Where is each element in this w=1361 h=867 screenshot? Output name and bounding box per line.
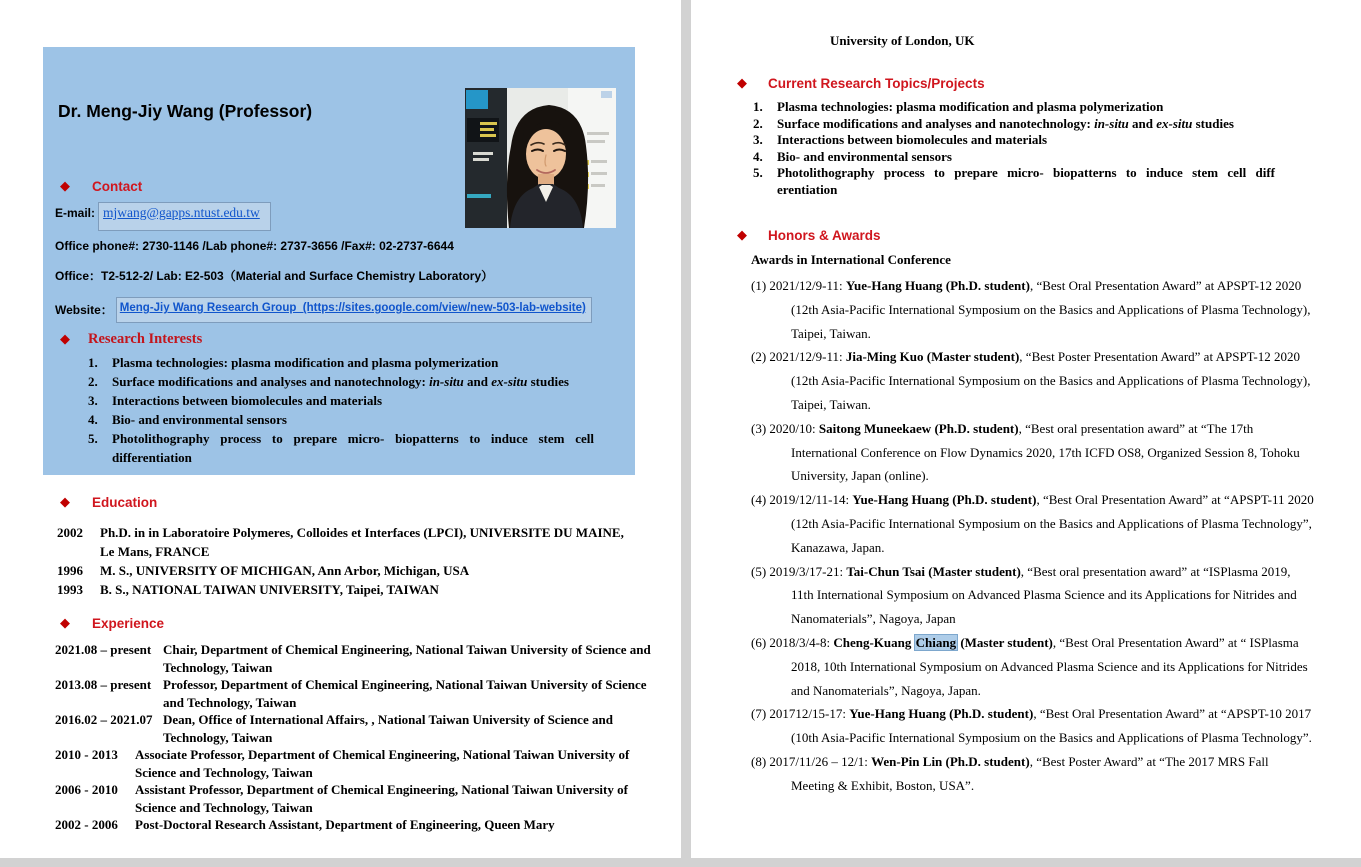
diamond-bullet-icon: ◆ bbox=[60, 332, 70, 347]
award-item bbox=[751, 631, 1315, 702]
research-topic-item: 5. Photolithography process to prepare micro- biopatterns to induce stem cell diff erentiation bbox=[753, 165, 1275, 197]
award-item bbox=[751, 417, 1315, 488]
office-line: Office：T2-512-2/ Lab: E2-503（Material and Surface Chemistry Laboratory） bbox=[55, 269, 494, 283]
experience-desc: Dean, Office of International Affairs, , National Taiwan University of Science and Technology, Taiwan bbox=[163, 712, 613, 745]
education-heading-label: Education bbox=[92, 495, 158, 510]
website-highlight-field bbox=[116, 297, 592, 323]
email-highlight-field bbox=[98, 202, 271, 231]
award-recipient: Saitong Muneekaew (Ph.D. student) bbox=[818, 420, 1019, 436]
award-item bbox=[751, 702, 1315, 750]
research-interest-item: 4. Bio- and environmental sensors bbox=[88, 412, 287, 427]
education-entry bbox=[57, 523, 635, 561]
experience-period: 2013.08 – present bbox=[55, 677, 152, 692]
current-research-label: Current Research Topics/Projects bbox=[768, 76, 985, 91]
award-recipient: Wen-Pin Lin (Ph.D. student) bbox=[871, 753, 1030, 769]
website-link[interactable]: Meng-Jiy Wang Research Group (https://sites.google.com/view/new-503-lab-website) bbox=[119, 302, 586, 314]
award-index-date: (5) 2019/3/17-21: bbox=[751, 563, 847, 579]
award-index-date: (2) 2021/12/9-11: bbox=[751, 349, 846, 365]
email-row bbox=[55, 202, 271, 231]
award-recipient: Yue-Hang Huang (Ph.D. student) bbox=[852, 492, 1037, 508]
award-detail: , “Best Oral Presentation Award” at “APSPT-10 2017 (10th Asia-Pacific International Symposium on the Basics and Applications of Plasma Technology”. bbox=[791, 706, 1312, 746]
page-title: Dr. Meng-Jiy Wang (Professor) bbox=[58, 101, 313, 121]
experience-period: 2016.02 – 2021.07 bbox=[55, 712, 153, 727]
award-item bbox=[751, 750, 1315, 798]
education-desc: M. S., UNIVERSITY OF MICHIGAN, Ann Arbor, Michigan, USA bbox=[100, 563, 470, 578]
award-index-date: (8) 2017/11/26 – 12/1: bbox=[751, 753, 872, 769]
award-detail: , “Best oral presentation award” at “The 17th International Conference on Flow Dynamics 2020, 17th ICFD OS8, Organized Session 8, Tohoku University, Japan (online). bbox=[791, 420, 1300, 484]
research-interest-item: 5. Photolithography process to prepare micro- biopatterns to induce stem cell differentiation bbox=[88, 431, 594, 465]
experience-period: 2006 - 2010 bbox=[55, 782, 118, 797]
contact-heading-label: Contact bbox=[92, 179, 143, 194]
experience-entry bbox=[55, 676, 661, 711]
award-item bbox=[751, 345, 1315, 416]
education-entry bbox=[57, 561, 635, 580]
awards-list bbox=[751, 274, 1315, 798]
experience-period: 2010 - 2013 bbox=[55, 747, 118, 762]
award-index-date: (6) 2018/3/4-8: bbox=[751, 634, 834, 650]
education-desc: B. S., NATIONAL TAIWAN UNIVERSITY, Taipei, TAIWAN bbox=[100, 582, 439, 597]
diamond-bullet-icon: ◆ bbox=[737, 76, 747, 91]
search-highlight: Chiang bbox=[915, 634, 957, 650]
award-recipient: Yue-Hang Huang (Ph.D. student) bbox=[849, 706, 1034, 722]
education-year: 2002 bbox=[57, 525, 83, 540]
diamond-bullet-icon: ◆ bbox=[60, 179, 70, 194]
experience-period: 2021.08 – present bbox=[55, 642, 152, 657]
award-detail: , “Best Oral Presentation Award” at “ ISPlasma 2018, 10th International Symposium on Advanced Plasma Science and its Applications for Nitrides and Nanomaterials”, Nagoya, Japan. bbox=[791, 634, 1308, 698]
experience-heading-label: Experience bbox=[92, 616, 165, 631]
diamond-bullet-icon: ◆ bbox=[737, 228, 747, 243]
education-section-heading bbox=[60, 495, 157, 510]
email-label: E-mail: bbox=[55, 206, 96, 220]
award-recipient: Jia-Ming Kuo (Master student) bbox=[845, 349, 1020, 365]
experience-desc: Associate Professor, Department of Chemical Engineering, National Taiwan University of Science and Technology, Taiwan bbox=[135, 747, 630, 780]
award-item bbox=[751, 560, 1315, 631]
experience-desc: Chair, Department of Chemical Engineering, National Taiwan University of Science and Technology, Taiwan bbox=[163, 642, 651, 675]
document-page-2 bbox=[691, 0, 1361, 858]
experience-entry bbox=[55, 641, 661, 676]
awards-subheading: Awards in International Conference bbox=[751, 252, 951, 267]
research-topic-item: 4. Bio- and environmental sensors bbox=[753, 148, 952, 164]
award-detail: , “Best Oral Presentation Award” at APSPT-12 2020 (12th Asia-Pacific International Symposium on the Basics and Applications of Plasma Technology), Taipei, Taiwan. bbox=[791, 278, 1311, 341]
experience-desc: Assistant Professor, Department of Chemical Engineering, National Taiwan University of Science and Technology, Taiwan bbox=[135, 782, 628, 815]
phone-line: Office phone#: 2730-1146 /Lab phone#: 2737-3656 /Fax#: 02-2737-6644 bbox=[55, 239, 454, 253]
experience-section-heading bbox=[60, 616, 164, 631]
research-topic-item: 1. Plasma technologies: plasma modification and plasma polymerization bbox=[753, 99, 1164, 114]
award-index-date: (3) 2020/10: bbox=[751, 420, 819, 436]
research-interest-item: 1. Plasma technologies: plasma modification and plasma polymerization bbox=[88, 355, 499, 370]
continuation-text: University of London, UK bbox=[830, 33, 975, 48]
website-row bbox=[55, 297, 592, 323]
education-list bbox=[57, 523, 635, 599]
honors-awards-heading bbox=[737, 228, 881, 243]
education-year: 1993 bbox=[57, 582, 83, 597]
research-interest-item: 3. Interactions between biomolecules and materials bbox=[88, 393, 383, 408]
award-recipient: (Master student) bbox=[957, 634, 1053, 650]
research-interests-list bbox=[88, 353, 594, 467]
education-year: 1996 bbox=[57, 563, 83, 578]
award-index-date: (7) 201712/15-17: bbox=[751, 706, 850, 722]
experience-entry bbox=[55, 711, 661, 746]
award-detail: , “Best oral presentation award” at “ISPlasma 2019, 11th International Symposium on Advanced Plasma Science and its Applications for Nitrides and Nanomaterials”, Nagoya, Japan bbox=[791, 563, 1297, 627]
education-desc: Ph.D. in in Laboratoire Polymeres, Colloides et Interfaces (LPCI), UNIVERSITE DU MAINE, Le Mans, FRANCE bbox=[100, 525, 624, 559]
experience-desc: Post-Doctoral Research Assistant, Department of Engineering, Queen Mary bbox=[135, 817, 555, 832]
research-interest-item: 2. Surface modifications and analyses and nanotechnology: in-situ and ex-situ studies bbox=[88, 374, 569, 389]
diamond-bullet-icon: ◆ bbox=[60, 616, 70, 631]
document-page-1 bbox=[0, 0, 681, 858]
award-index-date: (4) 2019/12/11-14: bbox=[751, 492, 853, 508]
award-recipient: Yue-Hang Huang (Ph.D. student) bbox=[845, 278, 1030, 293]
award-detail: , “Best Poster Award” at “The 2017 MRS Fall Meeting & Exhibit, Boston, USA”. bbox=[791, 753, 1269, 793]
education-entry bbox=[57, 580, 635, 599]
contact-section-heading bbox=[60, 179, 142, 194]
award-detail: , “Best Oral Presentation Award” at “APSPT-11 2020 (12th Asia-Pacific International Symposium on the Basics and Applications of Plasma Technology”, Kanazawa, Japan. bbox=[791, 492, 1314, 555]
award-item bbox=[751, 274, 1315, 345]
experience-entry bbox=[55, 746, 661, 781]
experience-entry bbox=[55, 781, 661, 816]
profile-photo bbox=[465, 88, 616, 228]
experience-entry bbox=[55, 816, 661, 834]
website-label: Website： bbox=[55, 303, 113, 317]
research-topic-item: 3. Interactions between biomolecules and materials bbox=[753, 132, 1048, 147]
diamond-bullet-icon: ◆ bbox=[60, 495, 70, 510]
experience-list bbox=[55, 641, 661, 834]
experience-desc: Professor, Department of Chemical Engineering, National Taiwan University of Science and Technology, Taiwan bbox=[163, 677, 647, 710]
award-recipient: Cheng-Kuang bbox=[833, 634, 915, 650]
research-interests-heading bbox=[60, 331, 202, 348]
award-detail: , “Best Poster Presentation Award” at APSPT-12 2020 (12th Asia-Pacific International Symposium on the Basics and Applications of Plasma Technology), Taipei, Taiwan. bbox=[791, 349, 1311, 412]
award-recipient: Tai-Chun Tsai (Master student) bbox=[846, 563, 1021, 579]
experience-period: 2002 - 2006 bbox=[55, 817, 118, 832]
current-research-heading bbox=[737, 76, 985, 91]
award-index-date: (1) 2021/12/9-11: bbox=[751, 278, 846, 293]
research-topic-item: 2. Surface modifications and analyses and nanotechnology: in-situ and ex-situ studies bbox=[753, 115, 1234, 131]
award-item bbox=[751, 488, 1315, 559]
current-research-list bbox=[753, 99, 1275, 198]
email-link[interactable]: mjwang@gapps.ntust.edu.tw bbox=[103, 205, 260, 220]
profile-card bbox=[43, 47, 635, 475]
honors-awards-label: Honors & Awards bbox=[768, 228, 881, 243]
research-interests-label: Research Interests bbox=[88, 331, 203, 347]
